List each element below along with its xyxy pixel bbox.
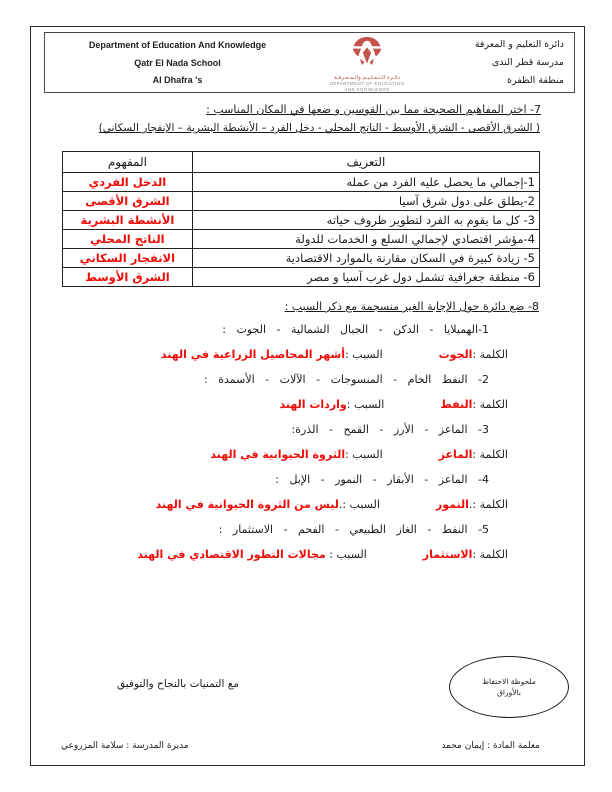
definition-cell: 4-مؤشر اقتصادي لإجمالي السلع و الخدمات للدولة (192, 230, 539, 249)
word-label: الكلمة : (472, 398, 508, 411)
concept-answer-cell: الدخل الفردي (63, 173, 193, 192)
q8-item-options: 3- الماعز - الأرز - القمح - الذرة: (291, 423, 489, 436)
reason-answer: واردات الهند (279, 398, 347, 411)
reason-answer: الثروة الحيوانية في الهند (210, 448, 346, 461)
header-box (44, 32, 575, 93)
header-logo-block (310, 33, 424, 92)
reason-label: السبب : (345, 348, 383, 361)
reason-answer: مجالات التطور الاقتصادي في الهند (137, 548, 326, 561)
question7-table (62, 151, 540, 287)
region-name-en: Al Dhafra 's (152, 75, 203, 85)
concept-answer-cell: الناتج المحلي (63, 230, 193, 249)
keep-papers-stamp (449, 656, 569, 718)
word-answer: الماعز (438, 448, 473, 461)
table-row (63, 230, 540, 249)
stamp-line1: ملحوظة الاحتفاظ (482, 677, 536, 686)
department-name-ar: دائرة التعليم و المعرفة (474, 39, 564, 50)
table-header-row (63, 152, 540, 173)
definition-cell: 6- منطقة جغرافية تشمل دول غرب آسيا و مصر (192, 268, 539, 287)
q8-item-options: 1-الهميلايا - الدكن - الجبال الشمالية - الجوت : (222, 323, 489, 336)
q8-item-options: 4- الماعز - الأبقار - النمور - الإبل : (275, 473, 489, 486)
q8-item-options: 2- النفط الخام - المنسوجات - الآلات - الأسمدة : (204, 373, 489, 386)
logo-caption-arabic: دائـرة الـتـعـلـيـم والـمـعـرفـة (334, 75, 400, 81)
word-label: الكلمة : (472, 348, 508, 361)
reason-answer: أشهر المحاصيل الزراعية في الهند (160, 348, 346, 361)
word-answer: الجوت (438, 348, 473, 361)
table-row (63, 173, 540, 192)
reason-label: السبب : (325, 548, 367, 561)
q8-answer-line (31, 342, 584, 367)
definition-cell: 2-يطلق على دول شرق آسيا (192, 192, 539, 211)
word-answer: الاستثمار (422, 548, 473, 561)
question8-heading: 8- ضع دائرة حول الإجابة الغير منسجمة مع ذكر السبب : (284, 300, 539, 313)
region-name-ar: منطقة الظفرة (506, 75, 564, 86)
header-arabic-block (424, 33, 574, 92)
q8-word-part (439, 442, 508, 467)
concept-answer-cell: الشرق الأوسط (63, 268, 193, 287)
q8-word-part (436, 492, 508, 517)
department-name-en: Department of Education And Knowledge (88, 40, 267, 50)
concept-answer-cell: الانفجار السكاني (63, 249, 193, 268)
q8-word-part (440, 392, 508, 417)
reason-answer: ليس من الثروة الحيوانية في الهند (155, 498, 339, 511)
word-answer: النفط (440, 398, 473, 411)
q8-answer-line (31, 492, 584, 517)
table-row (63, 268, 540, 287)
q8-answer-line (31, 542, 584, 567)
table-row (63, 211, 540, 230)
table-row (63, 192, 540, 211)
word-answer: النمور (435, 498, 469, 511)
q8-answer-line (31, 442, 584, 467)
question8-items (31, 317, 584, 567)
logo-caption-en-line2: AND KNOWLEDGE (344, 86, 390, 92)
q8-item-options: 5- النفط - الغاز الطبيعي - الفحم - الاستثمار : (218, 523, 489, 536)
q8-reason-part (161, 342, 383, 367)
good-luck-wishes: مع التمنيات بالنجاح والتوفيق (117, 678, 239, 690)
header-english-block (45, 33, 310, 92)
concept-answer-cell: الشرق الأقصى (63, 192, 193, 211)
definition-cell: 1-إجمالي ما يحصل عليه الفرد من عمله (192, 173, 539, 192)
reason-label: السبب :. (338, 498, 380, 511)
reason-label: السبب : (346, 398, 385, 411)
word-label: الكلمة : (472, 448, 508, 461)
q8-reason-part (137, 542, 367, 567)
page-border-frame (30, 26, 585, 766)
stamp-line2: بالأوراق (497, 688, 521, 697)
q8-word-part (423, 542, 508, 567)
definition-cell: 5- زيادة كبيرة في السكان مقارنة بالموارد الاقتصادية (192, 249, 539, 268)
question7-options-line: ( الشرق الأقصى - الشرق الأوسط - الناتج المحلي - دخل الفرد – الأنشطة البشرية – الإنفجار السكاني) (98, 122, 540, 134)
concept-column-header: المفهوم (63, 152, 193, 173)
school-name-ar: مدرسة قطر الندى (491, 57, 564, 68)
q8-reason-part (280, 392, 385, 417)
adek-emblem-icon (346, 36, 388, 74)
teacher-signature: معلمة المادة : إيمان محمد (441, 741, 540, 751)
table-row (63, 249, 540, 268)
q8-word-part (439, 342, 508, 367)
definition-column-header: التعريف (192, 152, 539, 173)
school-name-en: Qatr El Nada School (134, 57, 221, 68)
word-label: الكلمة : (472, 548, 508, 561)
question7-heading: 7- اختر المفاهيم الصحيحة مما بين القوسين و ضعها في المكان المناسب : (206, 103, 541, 116)
footer-signatures (61, 741, 540, 751)
principal-signature: مديرة المدرسة : سلامة المزروعي (61, 741, 189, 751)
word-label: الكلمة :. (468, 498, 508, 511)
logo-caption-english (330, 81, 405, 92)
concept-answer-cell: الأنشطة البشرية (63, 211, 193, 230)
q8-answer-line (31, 392, 584, 417)
definition-cell: 3- كل ما يقوم به الفرد لتطوير ظروف حياته (192, 211, 539, 230)
q8-reason-part (156, 492, 380, 517)
q8-reason-part (210, 442, 382, 467)
reason-label: السبب : (345, 448, 383, 461)
logo-caption-en-line1: DEPARTMENT OF EDUCATION (329, 81, 405, 86)
